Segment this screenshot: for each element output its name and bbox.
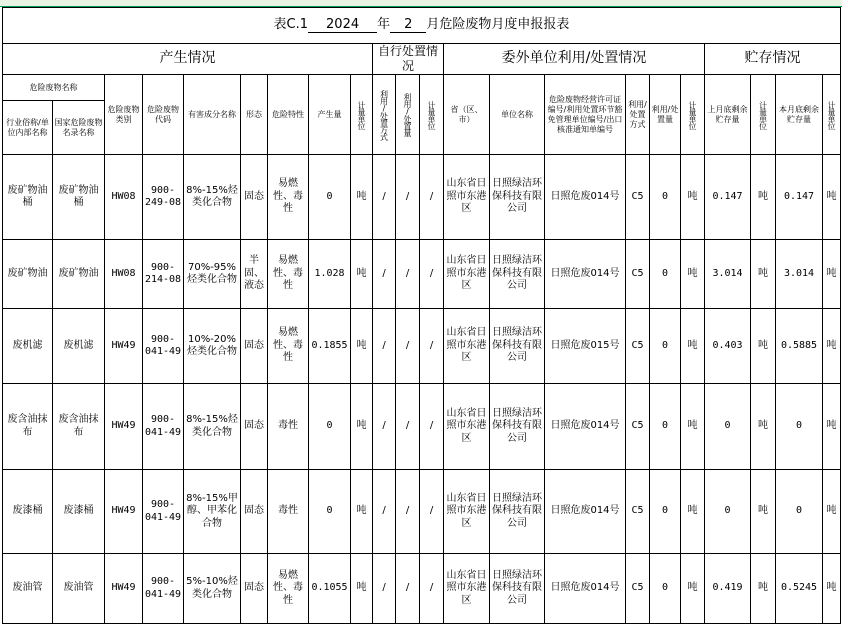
header-self-amount: 利用/处置量 [396, 75, 420, 155]
table-row [3, 309, 841, 384]
cell-self-amount[interactable]: / [396, 155, 420, 240]
cell-property[interactable]: 毒性 [268, 470, 309, 554]
cell-unit-2[interactable]: / [420, 309, 444, 384]
cell-form[interactable]: 固态 [241, 309, 268, 384]
cell-this-stock[interactable]: 0.147 [776, 155, 823, 240]
cell-self-amount[interactable]: / [396, 554, 420, 624]
cell-self-method[interactable]: / [373, 309, 396, 384]
title-year: 2024 [308, 18, 377, 33]
title-row [3, 8, 841, 44]
cell-self-method[interactable]: / [373, 554, 396, 624]
cell-category[interactable]: HW49 [105, 309, 143, 384]
cell-ent-amount[interactable]: 0 [650, 554, 681, 624]
header-last-stock: 上月底剩余贮存量 [705, 75, 751, 155]
cell-self-amount[interactable]: / [396, 240, 420, 309]
cell-this-stock[interactable]: 0 [776, 470, 823, 554]
cell-license[interactable]: 日照危废014号 [545, 155, 626, 240]
data-rows [3, 155, 841, 624]
cell-ent-amount[interactable]: 0 [650, 240, 681, 309]
cell-self-method[interactable]: / [373, 240, 396, 309]
cell-property[interactable]: 毒性 [268, 384, 309, 470]
cell-harmful[interactable]: 70%-95%烃类化合物 [184, 240, 241, 309]
cell-output[interactable]: 0.1055 [309, 554, 351, 624]
cell-code[interactable]: 900-041-49 [143, 470, 184, 554]
cell-company[interactable]: 日照绿洁环保科技有限公司 [490, 309, 545, 384]
cell-company[interactable]: 日照绿洁环保科技有限公司 [490, 384, 545, 470]
cell-unit-1[interactable]: 吨 [351, 240, 373, 309]
cell-self-amount[interactable]: / [396, 384, 420, 470]
cell-ent-method[interactable]: C5 [626, 470, 650, 554]
cell-unit-5[interactable]: 吨 [823, 155, 841, 240]
report-table [2, 7, 841, 624]
cell-unit-3[interactable]: 吨 [681, 384, 705, 470]
cell-this-stock[interactable]: 0.5245 [776, 554, 823, 624]
table-row [3, 554, 841, 624]
cell-property[interactable]: 易燃性、毒性 [268, 240, 309, 309]
cell-unit-3[interactable]: 吨 [681, 554, 705, 624]
cell-industry-name[interactable]: 废矿物油 [3, 240, 53, 309]
table-row [3, 384, 841, 470]
cell-unit-1[interactable]: 吨 [351, 470, 373, 554]
header-ent-method: 利用/处置方式 [626, 75, 650, 155]
cell-unit-4[interactable]: 吨 [751, 384, 776, 470]
cell-unit-4[interactable]: 吨 [751, 240, 776, 309]
cell-license[interactable]: 日照危废014号 [545, 554, 626, 624]
cell-industry-name[interactable]: 废油管 [3, 554, 53, 624]
header-category: 危险废物类别 [105, 75, 143, 155]
header-license: 危险废物经营许可证编号/利用处置环节豁免管理单位编号/出口核准通知单编号 [545, 75, 626, 155]
cell-national-name[interactable]: 废矿物油桶 [53, 155, 105, 240]
cell-unit-5[interactable]: 吨 [823, 384, 841, 470]
top-grid-strip [0, 0, 842, 7]
cell-ent-method[interactable]: C5 [626, 309, 650, 384]
cell-self-method[interactable]: / [373, 384, 396, 470]
header-code: 危险废物代码 [143, 75, 184, 155]
cell-national-name[interactable]: 废油管 [53, 554, 105, 624]
header-unit-4: 计量单位 [751, 75, 776, 155]
cell-category[interactable]: HW49 [105, 554, 143, 624]
cell-category[interactable]: HW08 [105, 155, 143, 240]
cell-output[interactable]: 0 [309, 384, 351, 470]
header-this-stock: 本月底剩余贮存量 [776, 75, 823, 155]
cell-last-stock[interactable]: 0 [705, 384, 751, 470]
header-industry-name: 行业俗称/单位内部名称 [3, 101, 53, 155]
cell-harmful[interactable]: 8%-15%烃类化合物 [184, 155, 241, 240]
cell-company[interactable]: 日照绿洁环保科技有限公司 [490, 470, 545, 554]
cell-ent-amount[interactable]: 0 [650, 155, 681, 240]
cell-self-amount[interactable]: / [396, 470, 420, 554]
cell-category[interactable]: HW49 [105, 470, 143, 554]
cell-ent-method[interactable]: C5 [626, 554, 650, 624]
cell-form[interactable]: 固态 [241, 155, 268, 240]
cell-last-stock[interactable]: 3.014 [705, 240, 751, 309]
cell-ent-method[interactable]: C5 [626, 240, 650, 309]
cell-harmful[interactable]: 5%-10%烃类化合物 [184, 554, 241, 624]
cell-unit-4[interactable]: 吨 [751, 470, 776, 554]
cell-industry-name[interactable]: 废漆桶 [3, 470, 53, 554]
cell-output[interactable]: 0 [309, 470, 351, 554]
cell-unit-5[interactable]: 吨 [823, 240, 841, 309]
cell-province[interactable]: 山东省日照市东港区 [444, 384, 490, 470]
cell-unit-1[interactable]: 吨 [351, 155, 373, 240]
cell-unit-4[interactable]: 吨 [751, 554, 776, 624]
cell-form[interactable]: 固态 [241, 384, 268, 470]
cell-code[interactable]: 900-249-08 [143, 155, 184, 240]
cell-form[interactable]: 半固、液态 [241, 240, 268, 309]
cell-form[interactable]: 固态 [241, 470, 268, 554]
cell-unit-1[interactable]: 吨 [351, 384, 373, 470]
cell-code[interactable]: 900-041-49 [143, 309, 184, 384]
cell-output[interactable]: 1.028 [309, 240, 351, 309]
report-title [3, 8, 841, 44]
cell-property[interactable]: 易燃性、毒性 [268, 155, 309, 240]
cell-unit-5[interactable]: 吨 [823, 554, 841, 624]
cell-category[interactable]: HW08 [105, 240, 143, 309]
header-province: 省（区、市） [444, 75, 490, 155]
title-prefix: 表C.1 [273, 17, 309, 33]
cell-province[interactable]: 山东省日照市东港区 [444, 309, 490, 384]
cell-license[interactable]: 日照危废015号 [545, 309, 626, 384]
cell-unit-1[interactable]: 吨 [351, 554, 373, 624]
cell-last-stock[interactable]: 0.403 [705, 309, 751, 384]
cell-unit-2[interactable]: / [420, 470, 444, 554]
cell-national-name[interactable]: 废机滤 [53, 309, 105, 384]
cell-unit-2[interactable]: / [420, 155, 444, 240]
header-ent-amount: 利用/处置量 [650, 75, 681, 155]
header-output: 产生量 [309, 75, 351, 155]
header-form: 形态 [241, 75, 268, 155]
cell-this-stock[interactable]: 3.014 [776, 240, 823, 309]
title-suffix: 月危险废物月度申报报表 [426, 17, 570, 33]
title-year-unit: 年 [377, 17, 391, 33]
header-unit-3: 计量单位 [681, 75, 705, 155]
cell-form[interactable]: 固态 [241, 554, 268, 624]
title-month: 2 [390, 18, 426, 33]
header-company: 单位名称 [490, 75, 545, 155]
section-self-disposal: 自行处置情况 [373, 44, 444, 75]
cell-unit-4[interactable]: 吨 [751, 309, 776, 384]
section-production: 产生情况 [3, 44, 373, 75]
cell-unit-3[interactable]: 吨 [681, 240, 705, 309]
cell-company[interactable]: 日照绿洁环保科技有限公司 [490, 240, 545, 309]
cell-code[interactable]: 900-041-49 [143, 384, 184, 470]
cell-last-stock[interactable]: 0 [705, 470, 751, 554]
cell-harmful[interactable]: 8%-15%甲醇、甲苯化合物 [184, 470, 241, 554]
table-row [3, 240, 841, 309]
cell-industry-name[interactable]: 废矿物油桶 [3, 155, 53, 240]
cell-code[interactable]: 900-214-08 [143, 240, 184, 309]
cell-unit-5[interactable]: 吨 [823, 470, 841, 554]
cell-province[interactable]: 山东省日照市东港区 [444, 470, 490, 554]
header-unit-5: 计量单位 [823, 75, 841, 155]
cell-industry-name[interactable]: 废含油抹布 [3, 384, 53, 470]
cell-this-stock[interactable]: 0 [776, 384, 823, 470]
cell-ent-amount[interactable]: 0 [650, 470, 681, 554]
header-harmful: 有害成分名称 [184, 75, 241, 155]
cell-last-stock[interactable]: 0.419 [705, 554, 751, 624]
cell-national-name[interactable]: 废漆桶 [53, 470, 105, 554]
cell-harmful[interactable]: 10%-20%烃类化合物 [184, 309, 241, 384]
cell-unit-2[interactable]: / [420, 240, 444, 309]
cell-unit-3[interactable]: 吨 [681, 470, 705, 554]
header-waste-name-group: 危险废物名称 [3, 75, 105, 101]
cell-unit-5[interactable]: 吨 [823, 309, 841, 384]
cell-ent-amount[interactable]: 0 [650, 309, 681, 384]
cell-unit-1[interactable]: 吨 [351, 309, 373, 384]
cell-property[interactable]: 易燃性、毒性 [268, 309, 309, 384]
cell-national-name[interactable]: 废矿物油 [53, 240, 105, 309]
cell-self-method[interactable]: / [373, 155, 396, 240]
cell-province[interactable]: 山东省日照市东港区 [444, 240, 490, 309]
cell-output[interactable]: 0 [309, 155, 351, 240]
section-header-row [3, 44, 841, 75]
cell-output[interactable]: 0.1855 [309, 309, 351, 384]
cell-unit-2[interactable]: / [420, 384, 444, 470]
cell-license[interactable]: 日照危废014号 [545, 470, 626, 554]
cell-ent-method[interactable]: C5 [626, 384, 650, 470]
cell-this-stock[interactable]: 0.5885 [776, 309, 823, 384]
cell-self-method[interactable]: / [373, 470, 396, 554]
cell-ent-method[interactable]: C5 [626, 155, 650, 240]
section-storage: 贮存情况 [705, 44, 841, 75]
cell-code[interactable]: 900-041-49 [143, 554, 184, 624]
header-national-name: 国家危险废物名录名称 [53, 101, 105, 155]
table-row [3, 470, 841, 554]
section-entrusted: 委外单位利用/处置情况 [444, 44, 705, 75]
cell-self-amount[interactable]: / [396, 309, 420, 384]
cell-category[interactable]: HW49 [105, 384, 143, 470]
cell-ent-amount[interactable]: 0 [650, 384, 681, 470]
cell-province[interactable]: 山东省日照市东港区 [444, 554, 490, 624]
header-unit-1: 计量单位 [351, 75, 373, 155]
header-unit-2: 计量单位 [420, 75, 444, 155]
column-header-row-1 [3, 75, 841, 101]
table-row [3, 155, 841, 240]
cell-industry-name[interactable]: 废机滤 [3, 309, 53, 384]
cell-national-name[interactable]: 废含油抹布 [53, 384, 105, 470]
header-property: 危险特性 [268, 75, 309, 155]
cell-company[interactable]: 日照绿洁环保科技有限公司 [490, 155, 545, 240]
header-self-method: 利用/处置方式 [373, 75, 396, 155]
cell-unit-4[interactable]: 吨 [751, 155, 776, 240]
cell-property[interactable]: 易燃性、毒性 [268, 554, 309, 624]
cell-last-stock[interactable]: 0.147 [705, 155, 751, 240]
cell-unit-3[interactable]: 吨 [681, 155, 705, 240]
cell-unit-2[interactable]: / [420, 554, 444, 624]
cell-unit-3[interactable]: 吨 [681, 309, 705, 384]
cell-company[interactable]: 日照绿洁环保科技有限公司 [490, 554, 545, 624]
cell-license[interactable]: 日照危废014号 [545, 240, 626, 309]
cell-harmful[interactable]: 8%-15%烃类化合物 [184, 384, 241, 470]
cell-province[interactable]: 山东省日照市东港区 [444, 155, 490, 240]
cell-license[interactable]: 日照危废014号 [545, 384, 626, 470]
